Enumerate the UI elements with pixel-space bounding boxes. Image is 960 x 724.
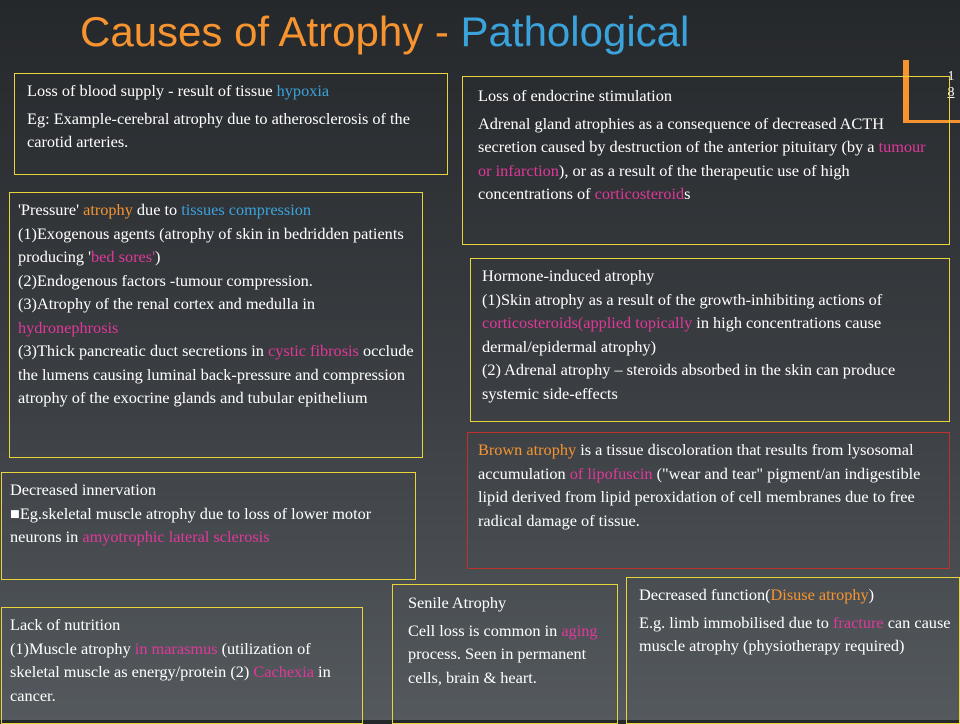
- blood-supply-example-prefix: Eg: [27, 108, 46, 128]
- slide-number-digit-2: 8: [947, 85, 955, 100]
- hormone-heading: Hormone-induced atrophy: [482, 266, 655, 285]
- blood-supply-box: [14, 73, 448, 175]
- brown-atrophy-text-1: is a tissue discoloration that results from lysosomal accumulation: [478, 440, 914, 483]
- innervation-text: [10, 502, 407, 549]
- pressure-item-4a: (3)Thick pancreatic duct secretions in: [18, 341, 268, 360]
- disuse-heading-1: Decreased function(: [639, 585, 771, 604]
- endocrine-highlight-2: corticosteroid: [594, 184, 685, 203]
- nutrition-heading: Lack of nutrition: [10, 615, 121, 634]
- slide-number-digit-1: 1: [947, 69, 955, 84]
- pressure-item-1c: ): [155, 247, 161, 266]
- pressure-item-3b: hydronephrosis: [18, 317, 119, 337]
- title-part-2: Pathological: [460, 8, 690, 55]
- nutrition-text: [10, 637, 354, 708]
- pressure-heading: [18, 198, 414, 222]
- senile-heading: Senile Atrophy: [408, 593, 507, 612]
- pressure-heading-2: atrophy: [83, 200, 133, 219]
- pressure-item-1: [18, 222, 414, 269]
- senile-text: [408, 619, 609, 690]
- slide-title: [80, 2, 840, 62]
- blood-supply-example: [27, 107, 439, 154]
- endocrine-heading: Loss of endocrine stimulation: [478, 86, 672, 105]
- brown-atrophy-text-2: ("wear and tear" pigment/an indigestible lipid derived from lipid peroxidation of cell membranes due to free radical damage of tissue.: [478, 463, 921, 530]
- disuse-highlight: fracture: [833, 612, 884, 632]
- disuse-text-1: E.g. limb immobilised due to: [639, 612, 834, 632]
- nutrition-highlight-1: in marasmus: [134, 638, 218, 658]
- blood-supply-example-text: : Example-cerebral atrophy due to atherosclerosis of the carotid arteries.: [27, 108, 410, 151]
- disuse-text: [639, 611, 951, 658]
- disuse-text-2: can cause muscle atrophy (physiotherapy required): [639, 612, 951, 655]
- blood-supply-highlight: hypoxia: [276, 81, 330, 100]
- senile-text-1: Cell loss is common in: [408, 620, 562, 640]
- innervation-heading: Decreased innervation: [10, 480, 157, 499]
- pressure-item-2: (2)Endogenous factors -tumour compression.: [18, 270, 313, 290]
- endocrine-text-1: Adrenal gland atrophies as a consequence of decreased ACTH secretion caused by destruction of the anterior pituitary (by a: [478, 113, 884, 156]
- pressure-item-3a: (3)Atrophy of the renal cortex and medulla in: [18, 294, 316, 313]
- endocrine-text-2: ), or as a result of the therapeutic use of high concentrations of: [478, 160, 850, 203]
- endocrine-box: [462, 76, 950, 245]
- pressure-item-1b: bed sores': [91, 247, 156, 266]
- hormone-atrophy-box: [470, 258, 950, 422]
- disuse-heading: [639, 583, 951, 607]
- disuse-atrophy-box: [626, 577, 960, 724]
- pressure-item-4: [18, 339, 414, 410]
- title-part-1: Causes of Atrophy -: [80, 8, 461, 55]
- nutrition-text-2: (utilization of skeletal muscle as energy/protein (2): [10, 638, 311, 681]
- hormone-item-1: [482, 288, 941, 359]
- nutrition-text-3: in cancer.: [10, 662, 331, 705]
- brown-atrophy-highlight: of lipofuscin: [569, 463, 653, 483]
- nutrition-highlight-2: Cachexia: [253, 662, 314, 681]
- pressure-item-4c: occlude the lumens causing luminal back-pressure and compression atrophy of the exocrine glands and tubular epithelium: [18, 341, 414, 407]
- blood-supply-heading-text: Loss of blood supply - result of tissue: [27, 81, 277, 100]
- disuse-heading-2: Disuse atrophy: [770, 585, 869, 604]
- hormone-item-1b: corticosteroids(applied topically: [482, 313, 693, 332]
- disuse-heading-3: ): [868, 585, 875, 604]
- nutrition-box: [1, 607, 363, 724]
- hormone-item-1a: (1)Skin atrophy as a result of the growth-inhibiting actions of: [482, 289, 883, 309]
- senile-highlight: aging: [561, 620, 598, 640]
- pressure-atrophy-box: [9, 192, 423, 458]
- endocrine-highlight-1: tumour or infarction: [478, 137, 926, 180]
- pressure-heading-3: due to: [132, 200, 182, 219]
- brown-atrophy-text: [478, 438, 941, 532]
- blood-supply-heading: [27, 79, 439, 103]
- hormone-item-1c: in high concentrations cause dermal/epidermal atrophy): [482, 313, 882, 356]
- pressure-heading-1: 'Pressure': [18, 200, 84, 219]
- innervation-text-1: ■Eg.skeletal muscle atrophy due to loss of lower motor neurons in: [10, 503, 372, 546]
- endocrine-text: [478, 112, 941, 206]
- innervation-highlight: amyotrophic lateral sclerosis: [82, 527, 270, 546]
- senile-atrophy-box: [392, 584, 618, 724]
- innervation-box: [1, 472, 416, 580]
- senile-text-2: process. Seen in permanent cells, brain & heart.: [408, 644, 587, 687]
- brown-atrophy-box: [467, 432, 950, 569]
- pressure-item-3: [18, 292, 414, 339]
- pressure-heading-4: tissues compression: [181, 200, 312, 219]
- hormone-item-2: (2) Adrenal atrophy – steroids absorbed in the skin can produce systemic side-effects: [482, 360, 896, 403]
- nutrition-text-1: (1)Muscle atrophy: [10, 638, 135, 658]
- pressure-item-1a: (1)Exogenous agents (atrophy of skin in bedridden patients producing ': [18, 223, 404, 266]
- brown-atrophy-term: Brown atrophy: [478, 440, 577, 459]
- pressure-item-4b: cystic fibrosis: [268, 341, 359, 360]
- endocrine-text-3: s: [684, 184, 691, 203]
